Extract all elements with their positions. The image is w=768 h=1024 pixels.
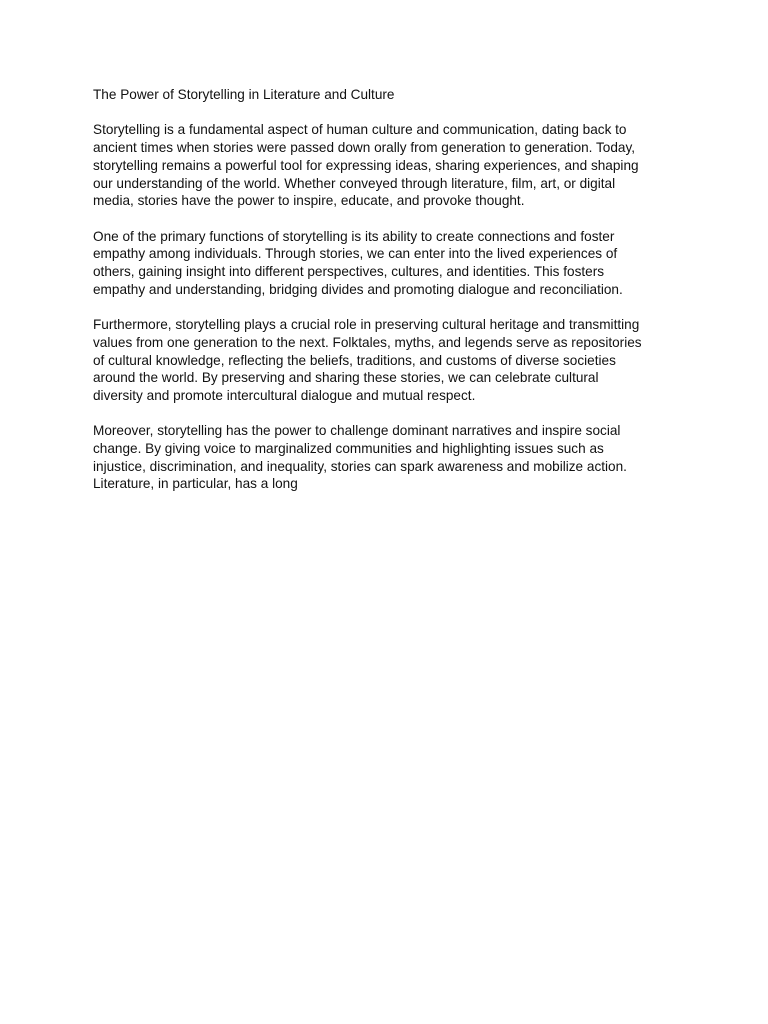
paragraph-3 <box>93 316 683 405</box>
paragraph-line: our understanding of the world. Whether conveyed through literature, film, art, or digital <box>93 175 616 191</box>
paragraph-line: others, gaining insight into different perspectives, cultures, and identities. This fosters <box>93 264 605 279</box>
paragraph-4 <box>93 422 683 493</box>
document-title: The Power of Storytelling in Literature and Culture <box>93 87 395 102</box>
paragraph-line: around the world. By preserving and sharing these stories, we can celebrate cultural <box>93 370 599 386</box>
paragraph-line: empathy and understanding, bridging divides and promoting dialogue and reconciliation. <box>93 281 623 297</box>
paragraph-line: diversity and promote intercultural dialogue and mutual respect. <box>93 387 476 403</box>
paragraph-line: ancient times when stories were passed down orally from generation to generation. Today, <box>93 140 636 156</box>
paragraph-line: change. By giving voice to marginalized communities and highlighting issues such as <box>93 441 604 456</box>
paragraph-line: Literature, in particular, has a long <box>93 476 298 492</box>
paragraph-line: of cultural knowledge, reflecting the beliefs, traditions, and customs of diverse societies <box>93 352 616 368</box>
paragraph-2 <box>93 228 683 299</box>
paragraph-line: Furthermore, storytelling plays a crucial role in preserving cultural heritage and transmitting <box>93 317 640 333</box>
paragraph-line: media, stories have the power to inspire, educate, and provoke thought. <box>93 193 525 209</box>
document-page <box>93 86 683 511</box>
paragraph-line: empathy among individuals. Through stories, we can enter into the lived experiences of <box>93 246 618 262</box>
paragraph-line: One of the primary functions of storytelling is its ability to create connections and foster <box>93 228 615 244</box>
paragraph-line: values from one generation to the next. Folktales, myths, and legends serve as repositories <box>93 334 642 350</box>
paragraph-line: storytelling remains a powerful tool for expressing ideas, sharing experiences, and shaping <box>93 157 639 173</box>
paragraph-line: Moreover, storytelling has the power to challenge dominant narratives and inspire social <box>93 423 621 439</box>
paragraph-line: injustice, discrimination, and inequality, stories can spark awareness and mobilize action. <box>93 458 627 474</box>
paragraph-line: Storytelling is a fundamental aspect of human culture and communication, dating back to <box>93 122 627 138</box>
paragraph-1 <box>93 121 683 210</box>
